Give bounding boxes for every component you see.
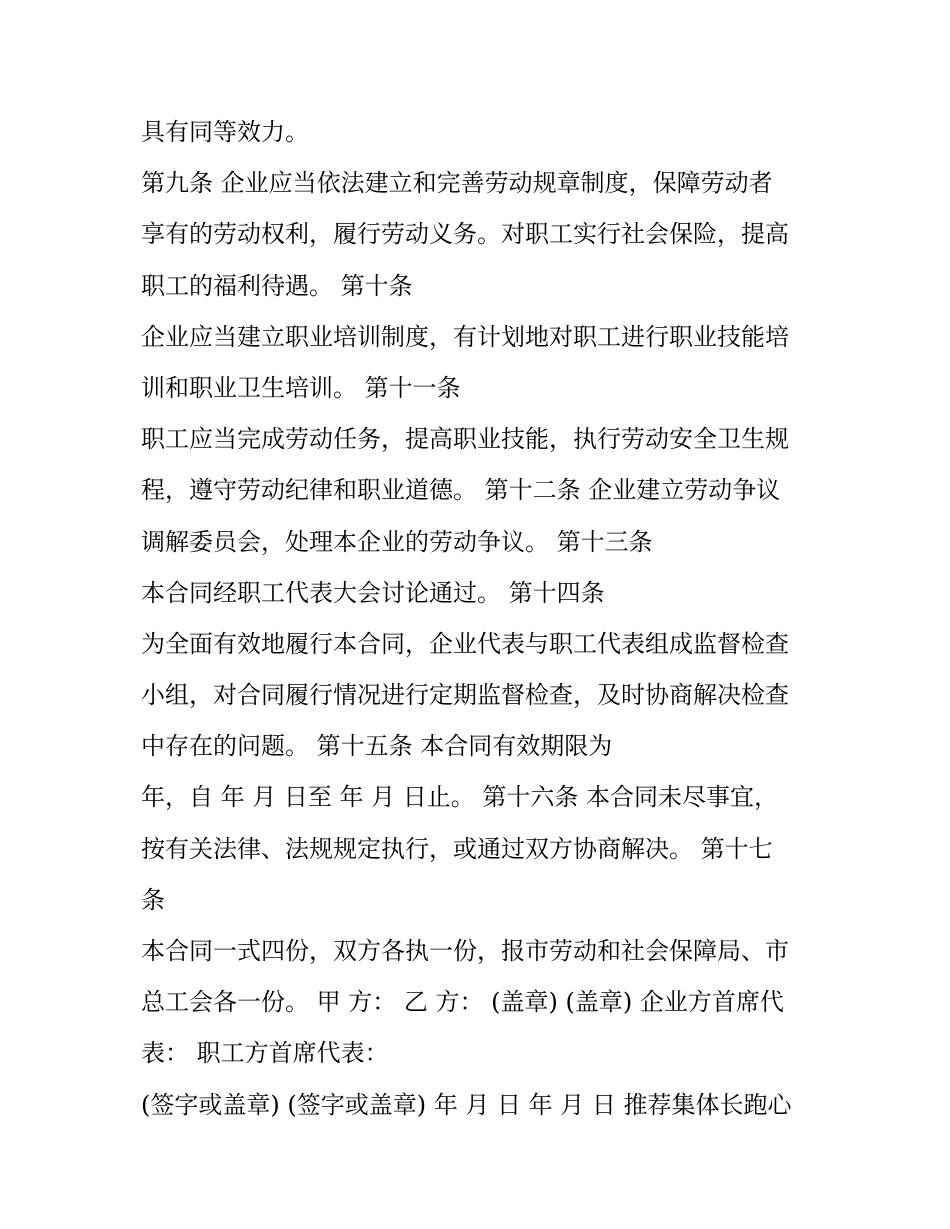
text-line: 中存在的问题。 第十五条 本合同有效期限为 [141,732,613,761]
text-line: 职工应当完成劳动任务，提高职业技能，执行劳动安全卫生规 [141,425,789,454]
text-line: 调解委员会，处理本企业的劳动争议。 第十三条 [141,527,653,556]
text-line: 表： 职工方首席代表： [141,1039,389,1068]
text-line: 程，遵守劳动纪律和职业道德。 第十二条 企业建立劳动争议 [141,476,781,505]
text-line: 本合同一式四份，双方各执一份，报市劳动和社会保障局、市 [141,937,789,965]
text-line: 小组，对合同履行情况进行定期监督检查，及时协商解决检查 [141,681,789,710]
text-line: 第九条 企业应当依法建立和完善劳动规章制度，保障劳动者 [141,169,773,198]
text-line: 具有同等效力。 [141,118,309,146]
text-line: 条 [141,885,165,914]
text-line: 享有的劳动权利，履行劳动义务。对职工实行社会保险，提高 [141,220,789,249]
text-line: 职工的福利待遇。 第十条 [141,271,413,300]
text-line: 总工会各一份。 甲 方： 乙 方： (盖章) (盖章) 企业方首席代 [141,988,784,1017]
text-line: 为全面有效地履行本合同，企业代表与职工代表组成监督检查 [141,629,789,658]
text-line: 训和职业卫生培训。 第十一条 [141,373,461,402]
text-line: 本合同经职工代表大会讨论通过。 第十四条 [141,578,605,607]
text-line: 年，自 年 月 日至 年 月 日止。 第十六条 本合同未尽事宜， [141,783,779,812]
text-line: 按有关法律、法规规定执行，或通过双方协商解决。 第十七 [141,834,773,863]
document-body [141,107,841,1131]
text-line: 企业应当建立职业培训制度，有计划地对职工进行职业技能培 [141,322,789,351]
text-line: (签字或盖章) (签字或盖章) 年 月 日 年 月 日 推荐集体长跑心 [141,1090,792,1119]
